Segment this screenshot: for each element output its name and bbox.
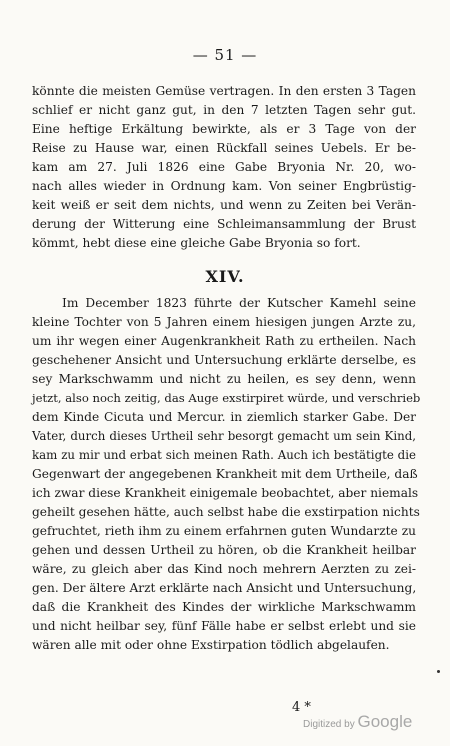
text-line: gen. Der ältere Arzt erklärte nach Ansicht und Untersuchung, xyxy=(32,581,417,595)
text-line: ich zwar diese Krankheit einigemale beobachtet, aber niemals xyxy=(32,486,419,500)
text-line: kam am 27. Juli 1826 eine Gabe Bryonia Nr. 20, wo- xyxy=(32,160,416,174)
text-line: keit weiß er seit dem nichts, und wenn zu Zeiten bei Verän- xyxy=(32,198,416,212)
text-line: derung der Witterung eine Schleimansammlung der Brust xyxy=(32,217,416,231)
text-line: gefruchtet, rieth ihm zu einem erfahrnen guten Wundarzte zu xyxy=(32,524,416,538)
text-line: gehen und dessen Urtheil zu hören, ob die Krankheit heilbar xyxy=(32,543,416,557)
text-line: sey Markschwamm und nicht zu heilen, es sey denn, wenn xyxy=(32,372,416,386)
text-line: und nicht heilbar sey, fünf Fälle habe er selbst erlebt und sie xyxy=(32,619,416,633)
text-line: kam zu mir und erbat sich meinen Rath. Auch ich bestätigte die xyxy=(32,448,416,462)
text-line: Gegenwart der angegebenen Krankheit mit dem Urtheile, daß xyxy=(32,467,418,481)
text-line: geheilt gesehen hätte, auch selbst habe die exstirpation nichts xyxy=(32,505,420,519)
text-line: kleine Tochter von 5 Jahren einem hiesigen jungen Arzte zu, xyxy=(32,315,416,329)
text-line: nach alles wieder in Ordnung kam. Von seiner Engbrüstig- xyxy=(32,179,416,193)
text-line: Eine heftige Erkältung bewirkte, als er 3 Tage von der xyxy=(32,122,416,136)
text-line: könnte die meisten Gemüse vertragen. In den ersten 3 Tagen xyxy=(32,84,416,98)
text-line: schlief er nicht ganz gut, in den 7 letzten Tagen sehr gut. xyxy=(32,103,416,117)
ink-spot xyxy=(437,670,440,673)
section-heading: XIV. xyxy=(205,267,245,286)
watermark-brand: Google xyxy=(357,712,413,731)
text-line: wäre, zu gleich aber das Kind noch mehrern Aerzten zu zei- xyxy=(32,562,416,576)
page-number: — 51 — xyxy=(192,46,258,64)
text-line: dem Kinde Cicuta und Mercur. in ziemlich starker Gabe. Der xyxy=(32,410,416,424)
text-line: Reise zu Hause war, einen Rückfall seines Uebels. Er be- xyxy=(32,141,416,155)
signature-mark: 4 * xyxy=(292,700,311,715)
text-line: geschehener Ansicht und Untersuchung erklärte derselbe, es xyxy=(32,353,416,367)
digitization-watermark xyxy=(303,712,412,732)
text-line: wären alle mit oder ohne Exstirpation tödlich abgelaufen. xyxy=(32,638,390,652)
text-line: Vater, durch dieses Urtheil sehr besorgt gemacht um sein Kind, xyxy=(32,429,416,443)
text-line: um ihr wegen einer Augenkrankheit Rath zu ertheilen. Nach xyxy=(32,334,416,348)
text-line: daß die Krankheit des Kindes der wirkliche Markschwamm xyxy=(32,600,416,614)
text-line: kömmt, hebt diese eine gleiche Gabe Bryonia so fort. xyxy=(32,236,361,250)
watermark-prefix: Digitized by xyxy=(303,719,355,730)
text-line: Im December 1823 führte der Kutscher Kamehl seine xyxy=(62,296,416,310)
text-line: jetzt, also noch zeitig, das Auge exstirpiret würde, und verschrieb xyxy=(32,391,421,405)
